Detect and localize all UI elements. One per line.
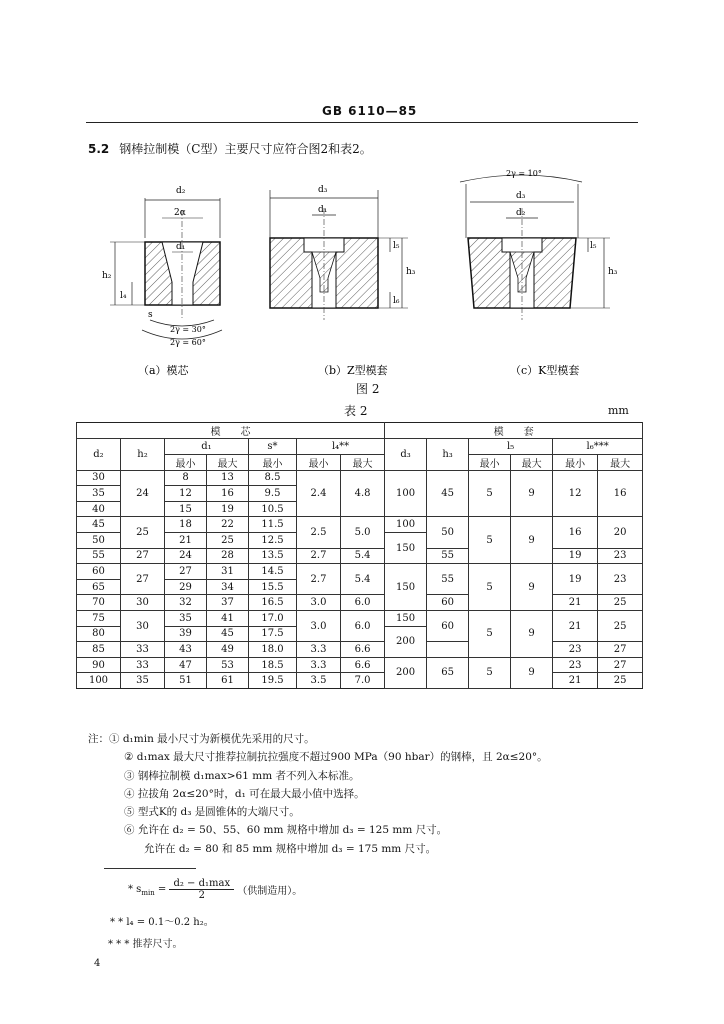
cell-h2: 33 bbox=[121, 642, 165, 658]
cell-l5-min: 5 bbox=[469, 610, 511, 657]
cell-l5-min: 5 bbox=[469, 657, 511, 688]
cell-d2: 75 bbox=[77, 610, 121, 626]
cell-d3: 200 bbox=[385, 657, 427, 688]
table-row bbox=[77, 595, 643, 611]
cell-l6-max: 25 bbox=[598, 610, 643, 641]
cell-l4-min: 3.0 bbox=[297, 610, 341, 641]
note-item: 允许在 d₂ = 80 和 85 mm 规格中增加 d₃ = 175 mm 尺寸。 bbox=[144, 842, 437, 855]
note-item: ⑤ 型式K的 d₃ 是圆锥体的大端尺寸。 bbox=[124, 806, 300, 819]
note-item: ③ 钢棒拉制模 d₁max>61 mm 者不列入本标准。 bbox=[124, 769, 360, 782]
footnote-recommended: * * * 推荐尺寸。 bbox=[108, 939, 183, 950]
cell-s: 8.5 bbox=[249, 470, 297, 486]
cell-s: 12.5 bbox=[249, 532, 297, 548]
page-number: 4 bbox=[94, 958, 101, 969]
caption-a: （a）模芯 bbox=[138, 364, 189, 377]
footnote-s-eq: = bbox=[154, 884, 170, 895]
col-min: 最小 bbox=[297, 454, 341, 470]
label-b-l5: l₅ bbox=[393, 241, 400, 251]
cell-d2: 80 bbox=[77, 626, 121, 642]
cell-l6-min: 16 bbox=[553, 517, 598, 548]
cell-d1-min: 35 bbox=[165, 610, 207, 626]
cell-d3: 100 bbox=[385, 470, 427, 517]
fraction-numerator: d₂ − d₁max bbox=[169, 878, 234, 890]
cell-s: 9.5 bbox=[249, 486, 297, 502]
cell-l4-max: 5.4 bbox=[341, 564, 385, 595]
cell-d1-min: 29 bbox=[165, 579, 207, 595]
cell-d1-min: 27 bbox=[165, 564, 207, 580]
cell-l4-min: 3.3 bbox=[297, 657, 341, 673]
clause-number: 5.2 bbox=[88, 142, 110, 156]
sleeve-group-header: 模 套 bbox=[385, 423, 643, 439]
cell-d2: 85 bbox=[77, 642, 121, 658]
label-a-l4: l₄ bbox=[120, 291, 127, 301]
cell-h2: 24 bbox=[121, 470, 165, 517]
label-c-2gamma10: 2γ = 10° bbox=[506, 169, 542, 178]
table-unit: mm bbox=[608, 404, 629, 417]
cell-d2: 100 bbox=[77, 673, 121, 689]
cell-l6-min: 21 bbox=[553, 673, 598, 689]
label-a-2alpha: 2α bbox=[174, 208, 186, 218]
cell-h2: 33 bbox=[121, 657, 165, 673]
table-row bbox=[77, 642, 643, 658]
cell-d2: 35 bbox=[77, 486, 121, 502]
cell-l4-max: 7.0 bbox=[341, 673, 385, 689]
label-a-d1: d₁ bbox=[176, 242, 186, 252]
cell-d1-min: 21 bbox=[165, 532, 207, 548]
table-row bbox=[77, 610, 643, 626]
cell-d1-max: 31 bbox=[207, 564, 249, 580]
cell-h2: 30 bbox=[121, 595, 165, 611]
col-h2: h₂ bbox=[121, 439, 165, 471]
table-row bbox=[77, 517, 643, 533]
col-min: 最小 bbox=[553, 454, 598, 470]
cell-l5-max: 9 bbox=[511, 517, 553, 564]
cell-d3: 100 bbox=[385, 517, 427, 533]
label-a-2gamma60: 2γ = 60° bbox=[170, 338, 206, 347]
col-d1: d₁ bbox=[165, 439, 249, 455]
cell-h3: 55 bbox=[427, 564, 469, 595]
cell-s: 10.5 bbox=[249, 501, 297, 517]
footnote-s bbox=[128, 878, 302, 901]
cell-d2: 60 bbox=[77, 564, 121, 580]
cell-l6-max: 23 bbox=[598, 564, 643, 595]
cell-d1-max: 53 bbox=[207, 657, 249, 673]
cell-l6-max: 16 bbox=[598, 470, 643, 517]
col-min: 最小 bbox=[165, 454, 207, 470]
note-item: ② d₁max 最大尺寸推荐拉制抗拉强度不超过900 MPa（90 hbar）的钢棒，且 2α≤20°。 bbox=[124, 751, 548, 764]
cell-d1-min: 47 bbox=[165, 657, 207, 673]
cell-d1-max: 28 bbox=[207, 548, 249, 564]
cell-l6-min: 21 bbox=[553, 595, 598, 611]
cell-s: 16.5 bbox=[249, 595, 297, 611]
footnote-s-prefix: * s bbox=[128, 884, 142, 895]
cell-d1-min: 43 bbox=[165, 642, 207, 658]
cell-d1-max: 37 bbox=[207, 595, 249, 611]
table-row bbox=[77, 673, 643, 689]
cell-h3: 50 bbox=[427, 517, 469, 548]
cell-h2: 25 bbox=[121, 517, 165, 548]
label-b-l6: l₆ bbox=[393, 296, 400, 306]
z-sleeve-drawing bbox=[270, 185, 416, 320]
standard-number: GB 6110—85 bbox=[322, 104, 418, 118]
col-max: 最大 bbox=[598, 454, 643, 470]
table-row bbox=[77, 564, 643, 580]
label-b-d3: d₃ bbox=[318, 185, 328, 195]
cell-s: 17.0 bbox=[249, 610, 297, 626]
k-sleeve-drawing bbox=[460, 169, 618, 320]
label-c-h3: h₃ bbox=[608, 267, 618, 277]
cell-s: 14.5 bbox=[249, 564, 297, 580]
cell-d2: 65 bbox=[77, 579, 121, 595]
cell-d1-max: 22 bbox=[207, 517, 249, 533]
cell-d1-min: 24 bbox=[165, 548, 207, 564]
col-l4: l₄** bbox=[297, 439, 385, 455]
cell-l6-max: 20 bbox=[598, 517, 643, 548]
cell-s: 13.5 bbox=[249, 548, 297, 564]
cell-d1-max: 16 bbox=[207, 486, 249, 502]
cell-l5-max: 9 bbox=[511, 470, 553, 517]
cell-d3: 150 bbox=[385, 610, 427, 626]
cell-d2: 90 bbox=[77, 657, 121, 673]
cell-d3: 200 bbox=[385, 626, 427, 657]
cell-l5-min: 5 bbox=[469, 564, 511, 611]
col-max: 最大 bbox=[341, 454, 385, 470]
cell-h3 bbox=[427, 642, 469, 658]
col-l6: l₆*** bbox=[553, 439, 643, 455]
cell-l4-max: 6.6 bbox=[341, 642, 385, 658]
fraction-denominator: 2 bbox=[198, 890, 205, 901]
cell-l4-min: 3.0 bbox=[297, 595, 341, 611]
cell-l4-max: 5.4 bbox=[341, 548, 385, 564]
cell-d2: 40 bbox=[77, 501, 121, 517]
cell-l4-max: 6.0 bbox=[341, 595, 385, 611]
notes-lead: 注： bbox=[88, 733, 109, 745]
cell-h3: 60 bbox=[427, 610, 469, 641]
cell-d1-max: 19 bbox=[207, 501, 249, 517]
cell-d2: 70 bbox=[77, 595, 121, 611]
cell-l4-min: 2.5 bbox=[297, 517, 341, 548]
col-min: 最小 bbox=[469, 454, 511, 470]
figure-2-drawings bbox=[90, 160, 630, 385]
col-l5: l₅ bbox=[469, 439, 553, 455]
cell-d1-min: 39 bbox=[165, 626, 207, 642]
cell-s: 11.5 bbox=[249, 517, 297, 533]
note-item: ⑥ 允许在 d₂ = 50、55、60 mm 规格中增加 d₃ = 125 mm 尺寸。 bbox=[124, 824, 448, 837]
clause-body: 钢棒拉制模（C型）主要尺寸应符合图2和表2。 bbox=[119, 142, 372, 156]
table-row bbox=[77, 548, 643, 564]
cell-l6-min: 23 bbox=[553, 657, 598, 673]
cell-d1-min: 15 bbox=[165, 501, 207, 517]
cell-h3: 65 bbox=[427, 657, 469, 688]
die-core-drawing bbox=[102, 186, 222, 347]
table-row bbox=[77, 657, 643, 673]
cell-l6-max: 25 bbox=[598, 595, 643, 611]
cell-d1-max: 34 bbox=[207, 579, 249, 595]
cell-s: 19.5 bbox=[249, 673, 297, 689]
col-d3: d₃ bbox=[385, 439, 427, 471]
cell-h2: 30 bbox=[121, 610, 165, 641]
cell-d1-max: 61 bbox=[207, 673, 249, 689]
cell-h2: 27 bbox=[121, 564, 165, 595]
footnote-s-suffix: （供制造用）。 bbox=[237, 886, 303, 897]
label-b-h3: h₃ bbox=[406, 267, 416, 277]
core-group-header: 模 芯 bbox=[77, 423, 385, 439]
col-max: 最大 bbox=[511, 454, 553, 470]
note-item bbox=[88, 730, 548, 748]
cell-h2: 27 bbox=[121, 548, 165, 564]
label-a-s: s bbox=[148, 310, 153, 320]
caption-c: （c）K型模套 bbox=[510, 364, 580, 377]
dimension-table bbox=[76, 422, 643, 689]
cell-l5-max: 9 bbox=[511, 657, 553, 688]
label-a-h2: h₂ bbox=[102, 271, 112, 281]
cell-l5-min: 5 bbox=[469, 470, 511, 517]
label-c-d2: d₂ bbox=[516, 208, 526, 218]
note-text: ① d₁min 最小尺寸为新模优先采用的尺寸。 bbox=[109, 733, 315, 745]
notes-block bbox=[88, 730, 548, 858]
cell-l5-max: 9 bbox=[511, 610, 553, 657]
cell-d2: 45 bbox=[77, 517, 121, 533]
cell-s: 17.5 bbox=[249, 626, 297, 642]
table-title: 表 2 bbox=[344, 404, 368, 418]
label-a-d2: d₂ bbox=[176, 186, 186, 196]
cell-l6-min: 23 bbox=[553, 642, 598, 658]
cell-d1-max: 41 bbox=[207, 610, 249, 626]
cell-l4-min: 3.5 bbox=[297, 673, 341, 689]
cell-l6-min: 12 bbox=[553, 470, 598, 517]
cell-s: 15.5 bbox=[249, 579, 297, 595]
cell-d3: 150 bbox=[385, 564, 427, 611]
cell-h3: 55 bbox=[427, 548, 469, 564]
cell-l6-max: 25 bbox=[598, 673, 643, 689]
cell-d1-min: 8 bbox=[165, 470, 207, 486]
cell-d2: 30 bbox=[77, 470, 121, 486]
cell-h3: 45 bbox=[427, 470, 469, 517]
col-s: s* bbox=[249, 439, 297, 455]
cell-l4-min: 2.4 bbox=[297, 470, 341, 517]
cell-l6-min: 19 bbox=[553, 564, 598, 595]
label-c-l5: l₅ bbox=[590, 241, 597, 251]
footnote-l4: * * l₄ = 0.1～0.2 h₂。 bbox=[110, 917, 214, 928]
cell-d1-max: 25 bbox=[207, 532, 249, 548]
cell-l6-max: 23 bbox=[598, 548, 643, 564]
cell-l6-min: 21 bbox=[553, 610, 598, 641]
cell-l4-max: 6.6 bbox=[341, 657, 385, 673]
cell-d1-min: 51 bbox=[165, 673, 207, 689]
figure-title: 图 2 bbox=[356, 382, 380, 396]
cell-h3: 60 bbox=[427, 595, 469, 611]
cell-s: 18.0 bbox=[249, 642, 297, 658]
cell-l6-min: 19 bbox=[553, 548, 598, 564]
cell-d1-max: 13 bbox=[207, 470, 249, 486]
cell-l4-max: 5.0 bbox=[341, 517, 385, 548]
footnote-s-fraction bbox=[169, 878, 234, 901]
cell-s: 18.5 bbox=[249, 657, 297, 673]
cell-d2: 50 bbox=[77, 532, 121, 548]
table-row bbox=[77, 470, 643, 486]
footnote-rule bbox=[104, 868, 196, 869]
clause-text bbox=[88, 140, 372, 157]
cell-l4-min: 2.7 bbox=[297, 548, 341, 564]
label-b-d1: d₁ bbox=[318, 205, 328, 215]
note-item: ④ 拉拔角 2α≤20°时，d₁ 可在最大最小值中选择。 bbox=[124, 787, 365, 800]
cell-l4-min: 2.7 bbox=[297, 564, 341, 595]
label-c-d3: d₃ bbox=[516, 191, 526, 201]
cell-l5-max: 9 bbox=[511, 564, 553, 611]
header-rule bbox=[86, 122, 638, 123]
cell-d1-min: 18 bbox=[165, 517, 207, 533]
cell-d1-max: 45 bbox=[207, 626, 249, 642]
cell-l4-max: 6.0 bbox=[341, 610, 385, 641]
cell-l6-max: 27 bbox=[598, 642, 643, 658]
cell-d2: 55 bbox=[77, 548, 121, 564]
cell-h2: 35 bbox=[121, 673, 165, 689]
col-max: 最大 bbox=[207, 454, 249, 470]
cell-l5-min: 5 bbox=[469, 517, 511, 564]
label-a-2gamma30: 2γ = 30° bbox=[170, 325, 206, 334]
cell-d3: 150 bbox=[385, 532, 427, 563]
cell-d1-min: 32 bbox=[165, 595, 207, 611]
cell-l4-min: 3.3 bbox=[297, 642, 341, 658]
col-min: 最小 bbox=[249, 454, 297, 470]
cell-d1-min: 12 bbox=[165, 486, 207, 502]
cell-l6-max: 27 bbox=[598, 657, 643, 673]
footnote-s-sub: min bbox=[141, 889, 155, 897]
col-h3: h₃ bbox=[427, 439, 469, 471]
col-d2: d₂ bbox=[77, 439, 121, 471]
cell-d1-max: 49 bbox=[207, 642, 249, 658]
caption-b: （b）Z型模套 bbox=[318, 364, 388, 377]
cell-l4-max: 4.8 bbox=[341, 470, 385, 517]
